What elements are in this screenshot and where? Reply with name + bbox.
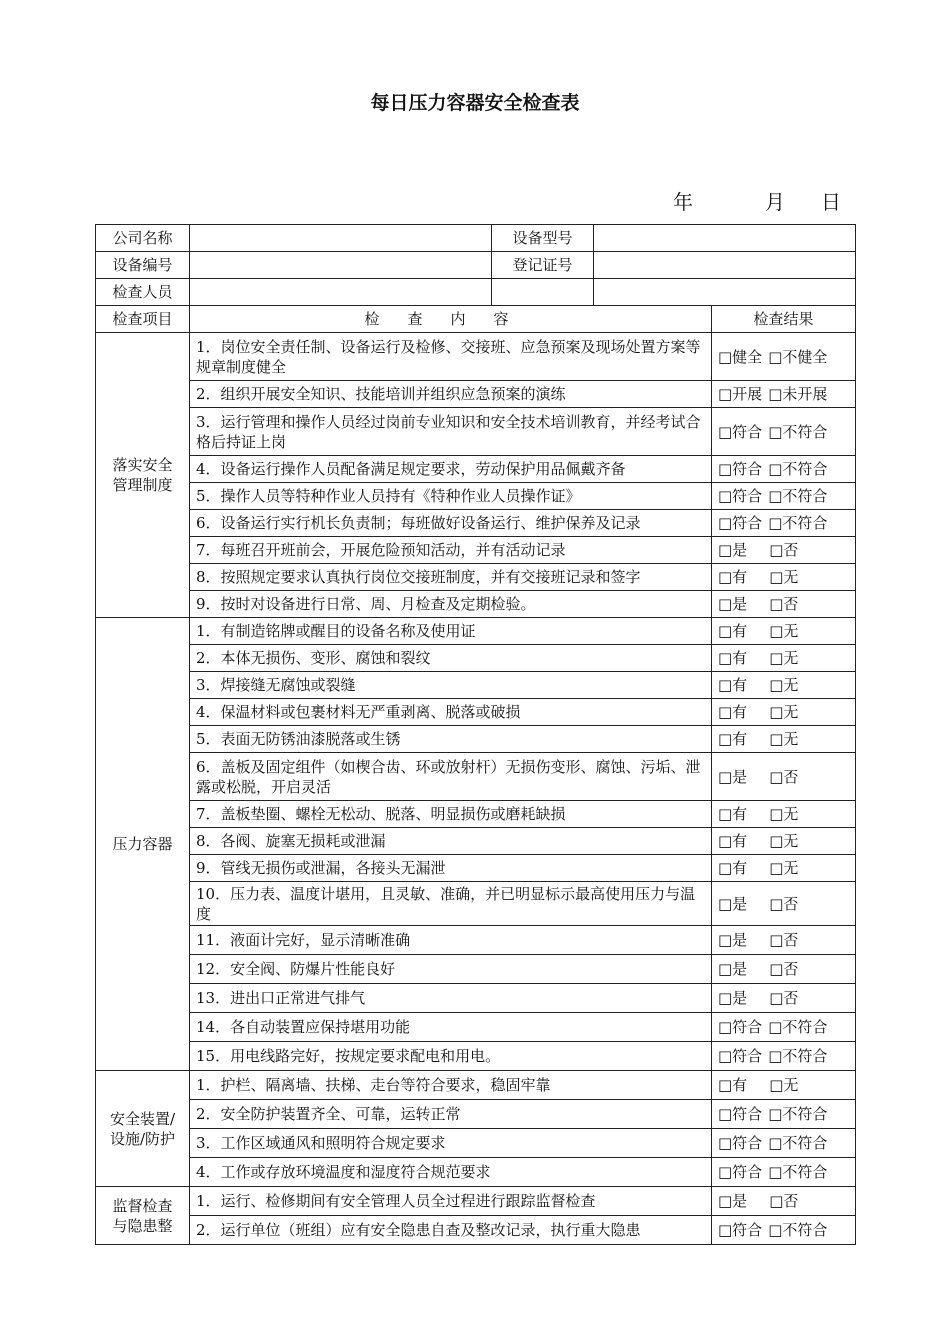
result-checkbox[interactable]: □无	[769, 568, 799, 586]
check-result	[712, 1042, 856, 1071]
header-row-inspector	[96, 279, 856, 306]
check-row	[96, 1100, 856, 1129]
check-result	[712, 408, 856, 456]
result-checkbox[interactable]: □无	[769, 832, 799, 850]
result-checkbox[interactable]: □否	[769, 1192, 799, 1210]
check-item	[190, 1042, 712, 1071]
inspector-label: 检查人员	[96, 279, 190, 306]
result-checkbox[interactable]: □无	[769, 730, 799, 748]
check-item-text: 9．按时对设备进行日常、周、月检查及定期检验。	[196, 595, 536, 613]
result-checkbox[interactable]: □不符合	[768, 1018, 828, 1036]
check-item-text: 9．管线无损伤或泄漏，各接头无漏泄	[196, 859, 446, 877]
check-row	[96, 1129, 856, 1158]
check-item	[190, 618, 712, 645]
result-checkbox[interactable]: □不符合	[768, 487, 828, 505]
check-item-text: 10．压力表、温度计堪用，且灵敏、准确，并已明显标示最高使用压力与温度	[196, 884, 696, 923]
check-result	[712, 1187, 856, 1216]
check-item	[190, 510, 712, 537]
check-item-text: 6．盖板及固定组件（如楔合齿、环或放射杆）无损伤变形、腐蚀、污垢、泄露或松脱，开启灵活	[196, 757, 701, 796]
check-row	[96, 537, 856, 564]
date-day: 日	[821, 190, 841, 214]
reg-field[interactable]	[594, 252, 856, 279]
check-item-text: 2．安全防护装置齐全、可靠，运转正常	[196, 1105, 461, 1123]
result-checkbox[interactable]: □无	[769, 1076, 799, 1094]
check-item-text: 1．护栏、隔离墙、扶梯、走台等符合要求，稳固牢靠	[196, 1076, 551, 1094]
check-item	[190, 1129, 712, 1158]
result-checkbox[interactable]: □有	[718, 832, 748, 850]
check-item-text: 7．每班召开班前会，开展危险预知活动，并有活动记录	[196, 541, 566, 559]
check-result	[712, 537, 856, 564]
category-line: 管理制度	[112, 476, 173, 494]
check-item-text: 2．运行单位（班组）应有安全隐患自查及整改记录，执行重大隐患	[196, 1221, 641, 1239]
check-result	[712, 510, 856, 537]
check-result	[712, 1071, 856, 1100]
check-item-text: 8．各阀、旋塞无损耗或泄漏	[196, 832, 386, 850]
check-item-text: 12．安全阀、防爆片性能良好	[196, 960, 396, 978]
check-row	[96, 591, 856, 618]
result-checkbox[interactable]: □否	[769, 931, 799, 949]
check-result	[712, 984, 856, 1013]
check-item	[190, 828, 712, 855]
check-item-text: 11．液面计完好，显示清晰准确	[196, 931, 411, 949]
check-item	[190, 726, 712, 753]
category-cell	[96, 1187, 190, 1245]
result-checkbox[interactable]: □符合	[718, 460, 763, 478]
result-checkbox[interactable]: □不符合	[768, 1163, 828, 1181]
check-row	[96, 618, 856, 645]
check-row	[96, 1187, 856, 1216]
result-checkbox[interactable]: □否	[769, 595, 799, 613]
result-checkbox[interactable]: □无	[769, 859, 799, 877]
check-row	[96, 926, 856, 955]
check-row	[96, 1158, 856, 1187]
category-line: 监督检查	[112, 1196, 173, 1215]
result-checkbox[interactable]: □不符合	[768, 1047, 828, 1065]
check-row	[96, 408, 856, 456]
result-checkbox[interactable]: □符合	[718, 487, 763, 505]
result-checkbox[interactable]: □是	[718, 595, 748, 613]
check-result	[712, 828, 856, 855]
check-item	[190, 984, 712, 1013]
check-item-text: 14．各自动装置应保持堪用功能	[196, 1018, 411, 1036]
check-result	[712, 591, 856, 618]
check-result	[712, 381, 856, 408]
check-item	[190, 591, 712, 618]
result-checkbox[interactable]: □否	[769, 989, 799, 1007]
item-header: 检查项目	[96, 306, 190, 333]
check-item-text: 6．设备运行实行机长负责制；每班做好设备运行、维护保养及记录	[196, 514, 641, 532]
result-checkbox[interactable]: □开展	[718, 385, 763, 403]
check-row	[96, 828, 856, 855]
check-item	[190, 1158, 712, 1187]
category-cell	[96, 1071, 190, 1187]
check-row	[96, 1042, 856, 1071]
reg-label: 登记证号	[492, 252, 594, 279]
result-checkbox[interactable]: □否	[769, 960, 799, 978]
check-item-text: 15．用电线路完好，按规定要求配电和用电。	[196, 1047, 501, 1065]
check-item	[190, 672, 712, 699]
check-result	[712, 456, 856, 483]
check-item	[190, 381, 712, 408]
check-result	[712, 801, 856, 828]
result-checkbox[interactable]: □符合	[718, 1134, 763, 1152]
result-checkbox[interactable]: □未开展	[768, 385, 828, 403]
check-result	[712, 699, 856, 726]
check-item	[190, 1216, 712, 1245]
check-item	[190, 333, 712, 381]
result-checkbox[interactable]: □有	[718, 649, 748, 667]
result-checkbox[interactable]: □不符合	[768, 422, 828, 441]
content-header	[190, 306, 712, 333]
check-row	[96, 801, 856, 828]
result-checkbox[interactable]: □不健全	[768, 347, 828, 366]
check-row	[96, 1071, 856, 1100]
result-checkbox[interactable]: □符合	[718, 1047, 763, 1065]
result-checkbox[interactable]: □符合	[718, 1221, 763, 1239]
check-item	[190, 855, 712, 882]
check-row	[96, 753, 856, 801]
check-item-text: 2．本体无损伤、变形、腐蚀和裂纹	[196, 649, 431, 667]
check-row	[96, 1013, 856, 1042]
check-row	[96, 564, 856, 591]
check-item	[190, 801, 712, 828]
check-item-text: 5．表面无防锈油漆脱落或生锈	[196, 730, 401, 748]
result-checkbox[interactable]: □不符合	[768, 1134, 828, 1152]
check-item	[190, 456, 712, 483]
result-checkbox[interactable]: □是	[718, 541, 748, 559]
inspector-field-2[interactable]	[492, 279, 594, 306]
check-item	[190, 926, 712, 955]
check-item-text: 8．按照规定要求认真执行岗位交接班制度，并有交接班记录和签字	[196, 568, 641, 586]
check-result	[712, 564, 856, 591]
check-result	[712, 1013, 856, 1042]
inspection-table	[95, 224, 856, 1245]
result-checkbox[interactable]: □否	[769, 894, 799, 913]
result-checkbox[interactable]: □有	[718, 1076, 748, 1094]
result-checkbox[interactable]: □无	[769, 676, 799, 694]
check-row	[96, 726, 856, 753]
result-checkbox[interactable]: □不符合	[768, 460, 828, 478]
result-checkbox[interactable]: □是	[718, 989, 748, 1007]
check-item-text: 4．工作或存放环境温度和湿度符合规范要求	[196, 1163, 491, 1181]
header-row-number	[96, 252, 856, 279]
result-checkbox[interactable]: □否	[769, 767, 799, 786]
result-checkbox[interactable]: □不符合	[768, 514, 828, 532]
check-row	[96, 1216, 856, 1245]
check-item-text: 3．运行管理和操作人员经过岗前专业知识和安全技术培训教育，并经考试合格后持证上岗	[196, 412, 701, 451]
check-item	[190, 483, 712, 510]
check-result	[712, 882, 856, 926]
result-checkbox[interactable]: □有	[718, 730, 748, 748]
check-item	[190, 1071, 712, 1100]
category-line: 与隐患整	[112, 1216, 173, 1235]
check-row	[96, 984, 856, 1013]
check-item	[190, 955, 712, 984]
model-field[interactable]	[594, 225, 856, 252]
check-item	[190, 645, 712, 672]
date-month: 月	[765, 190, 785, 214]
check-row	[96, 483, 856, 510]
check-item-text: 3．焊接缝无腐蚀或裂缝	[196, 676, 356, 694]
check-row	[96, 381, 856, 408]
result-checkbox[interactable]: □无	[769, 703, 799, 721]
result-checkbox[interactable]: □不符合	[768, 1105, 828, 1123]
check-row	[96, 510, 856, 537]
check-result	[712, 926, 856, 955]
inspector-field-3[interactable]	[594, 279, 856, 306]
check-row	[96, 882, 856, 926]
result-checkbox[interactable]: □有	[718, 622, 748, 640]
result-checkbox[interactable]: □有	[718, 676, 748, 694]
result-checkbox[interactable]: □符合	[718, 1163, 763, 1181]
result-checkbox[interactable]: □是	[718, 931, 748, 949]
page-title: 每日压力容器安全检查表	[370, 92, 580, 114]
check-row	[96, 955, 856, 984]
check-item-text: 13．进出口正常进气排气	[196, 989, 366, 1007]
category-line: 落实安全	[112, 456, 173, 474]
check-result	[712, 1158, 856, 1187]
number-label: 设备编号	[96, 252, 190, 279]
check-row	[96, 333, 856, 381]
check-item	[190, 1187, 712, 1216]
check-result	[712, 726, 856, 753]
header-row-company	[96, 225, 856, 252]
check-result	[712, 483, 856, 510]
check-row	[96, 672, 856, 699]
result-checkbox[interactable]: □有	[718, 805, 748, 823]
check-item	[190, 537, 712, 564]
result-checkbox[interactable]: □符合	[718, 514, 763, 532]
check-result	[712, 753, 856, 801]
check-item-text: 5．操作人员等特种作业人员持有《特种作业人员操作证》	[196, 487, 581, 505]
check-item-text: 1．运行、检修期间有安全管理人员全过程进行跟踪监督检查	[196, 1192, 596, 1210]
result-checkbox[interactable]: □无	[769, 805, 799, 823]
column-header-row	[96, 306, 856, 333]
result-checkbox[interactable]: □有	[718, 859, 748, 877]
result-checkbox[interactable]: □否	[769, 541, 799, 559]
result-checkbox[interactable]: □是	[718, 767, 748, 786]
check-item	[190, 408, 712, 456]
result-checkbox[interactable]: □符合	[718, 1018, 763, 1036]
result-checkbox[interactable]: □无	[769, 622, 799, 640]
result-checkbox[interactable]: □有	[718, 568, 748, 586]
check-result	[712, 1129, 856, 1158]
company-field[interactable]	[190, 225, 492, 252]
check-result	[712, 1100, 856, 1129]
result-checkbox[interactable]: □无	[769, 649, 799, 667]
check-item-text: 4．设备运行操作人员配备满足规定要求，劳动保护用品佩戴齐备	[196, 460, 626, 478]
result-header: 检查结果	[712, 306, 856, 333]
check-row	[96, 645, 856, 672]
check-result	[712, 333, 856, 381]
check-result	[712, 645, 856, 672]
number-field[interactable]	[190, 252, 492, 279]
category-cell	[96, 333, 190, 618]
check-result	[712, 1216, 856, 1245]
check-item	[190, 882, 712, 926]
model-label: 设备型号	[492, 225, 594, 252]
company-label: 公司名称	[96, 225, 190, 252]
check-item	[190, 753, 712, 801]
check-result	[712, 672, 856, 699]
check-item-text: 3．工作区域通风和照明符合规定要求	[196, 1134, 446, 1152]
check-result	[712, 618, 856, 645]
category-line: 安全装置/	[109, 1109, 176, 1128]
check-item-text: 2．组织开展安全知识、技能培训并组织应急预案的演练	[196, 385, 566, 403]
check-item-text: 1．有制造铭牌或醒目的设备名称及使用证	[196, 622, 476, 640]
result-checkbox[interactable]: □是	[718, 960, 748, 978]
category-cell	[96, 618, 190, 1071]
check-row	[96, 855, 856, 882]
check-item-text: 4．保温材料或包裹材料无严重剥离、脱落或破损	[196, 703, 521, 721]
result-checkbox[interactable]: □不符合	[768, 1221, 828, 1239]
content-header-text: 检查内容	[364, 310, 537, 328]
check-row	[96, 456, 856, 483]
date-line	[673, 186, 841, 215]
check-item	[190, 1100, 712, 1129]
inspector-field[interactable]	[190, 279, 492, 306]
category-line: 压力容器	[112, 835, 173, 853]
check-item-text: 1．岗位安全责任制、设备运行及检修、交接班、应急预案及现场处置方案等规章制度健全	[196, 337, 701, 376]
result-checkbox[interactable]: □符合	[718, 1105, 763, 1123]
category-line: 设施/防护	[109, 1129, 176, 1148]
check-item-text: 7．盖板垫圈、螺栓无松动、脱落、明显损伤或磨耗缺损	[196, 805, 566, 823]
check-item	[190, 564, 712, 591]
result-checkbox[interactable]: □有	[718, 703, 748, 721]
check-result	[712, 855, 856, 882]
check-item	[190, 1013, 712, 1042]
result-checkbox[interactable]: □是	[718, 894, 748, 913]
check-item	[190, 699, 712, 726]
check-row	[96, 699, 856, 726]
result-checkbox[interactable]: □符合	[718, 422, 763, 441]
date-year: 年	[673, 190, 693, 214]
result-checkbox[interactable]: □健全	[718, 347, 763, 366]
check-result	[712, 955, 856, 984]
result-checkbox[interactable]: □是	[718, 1192, 748, 1210]
